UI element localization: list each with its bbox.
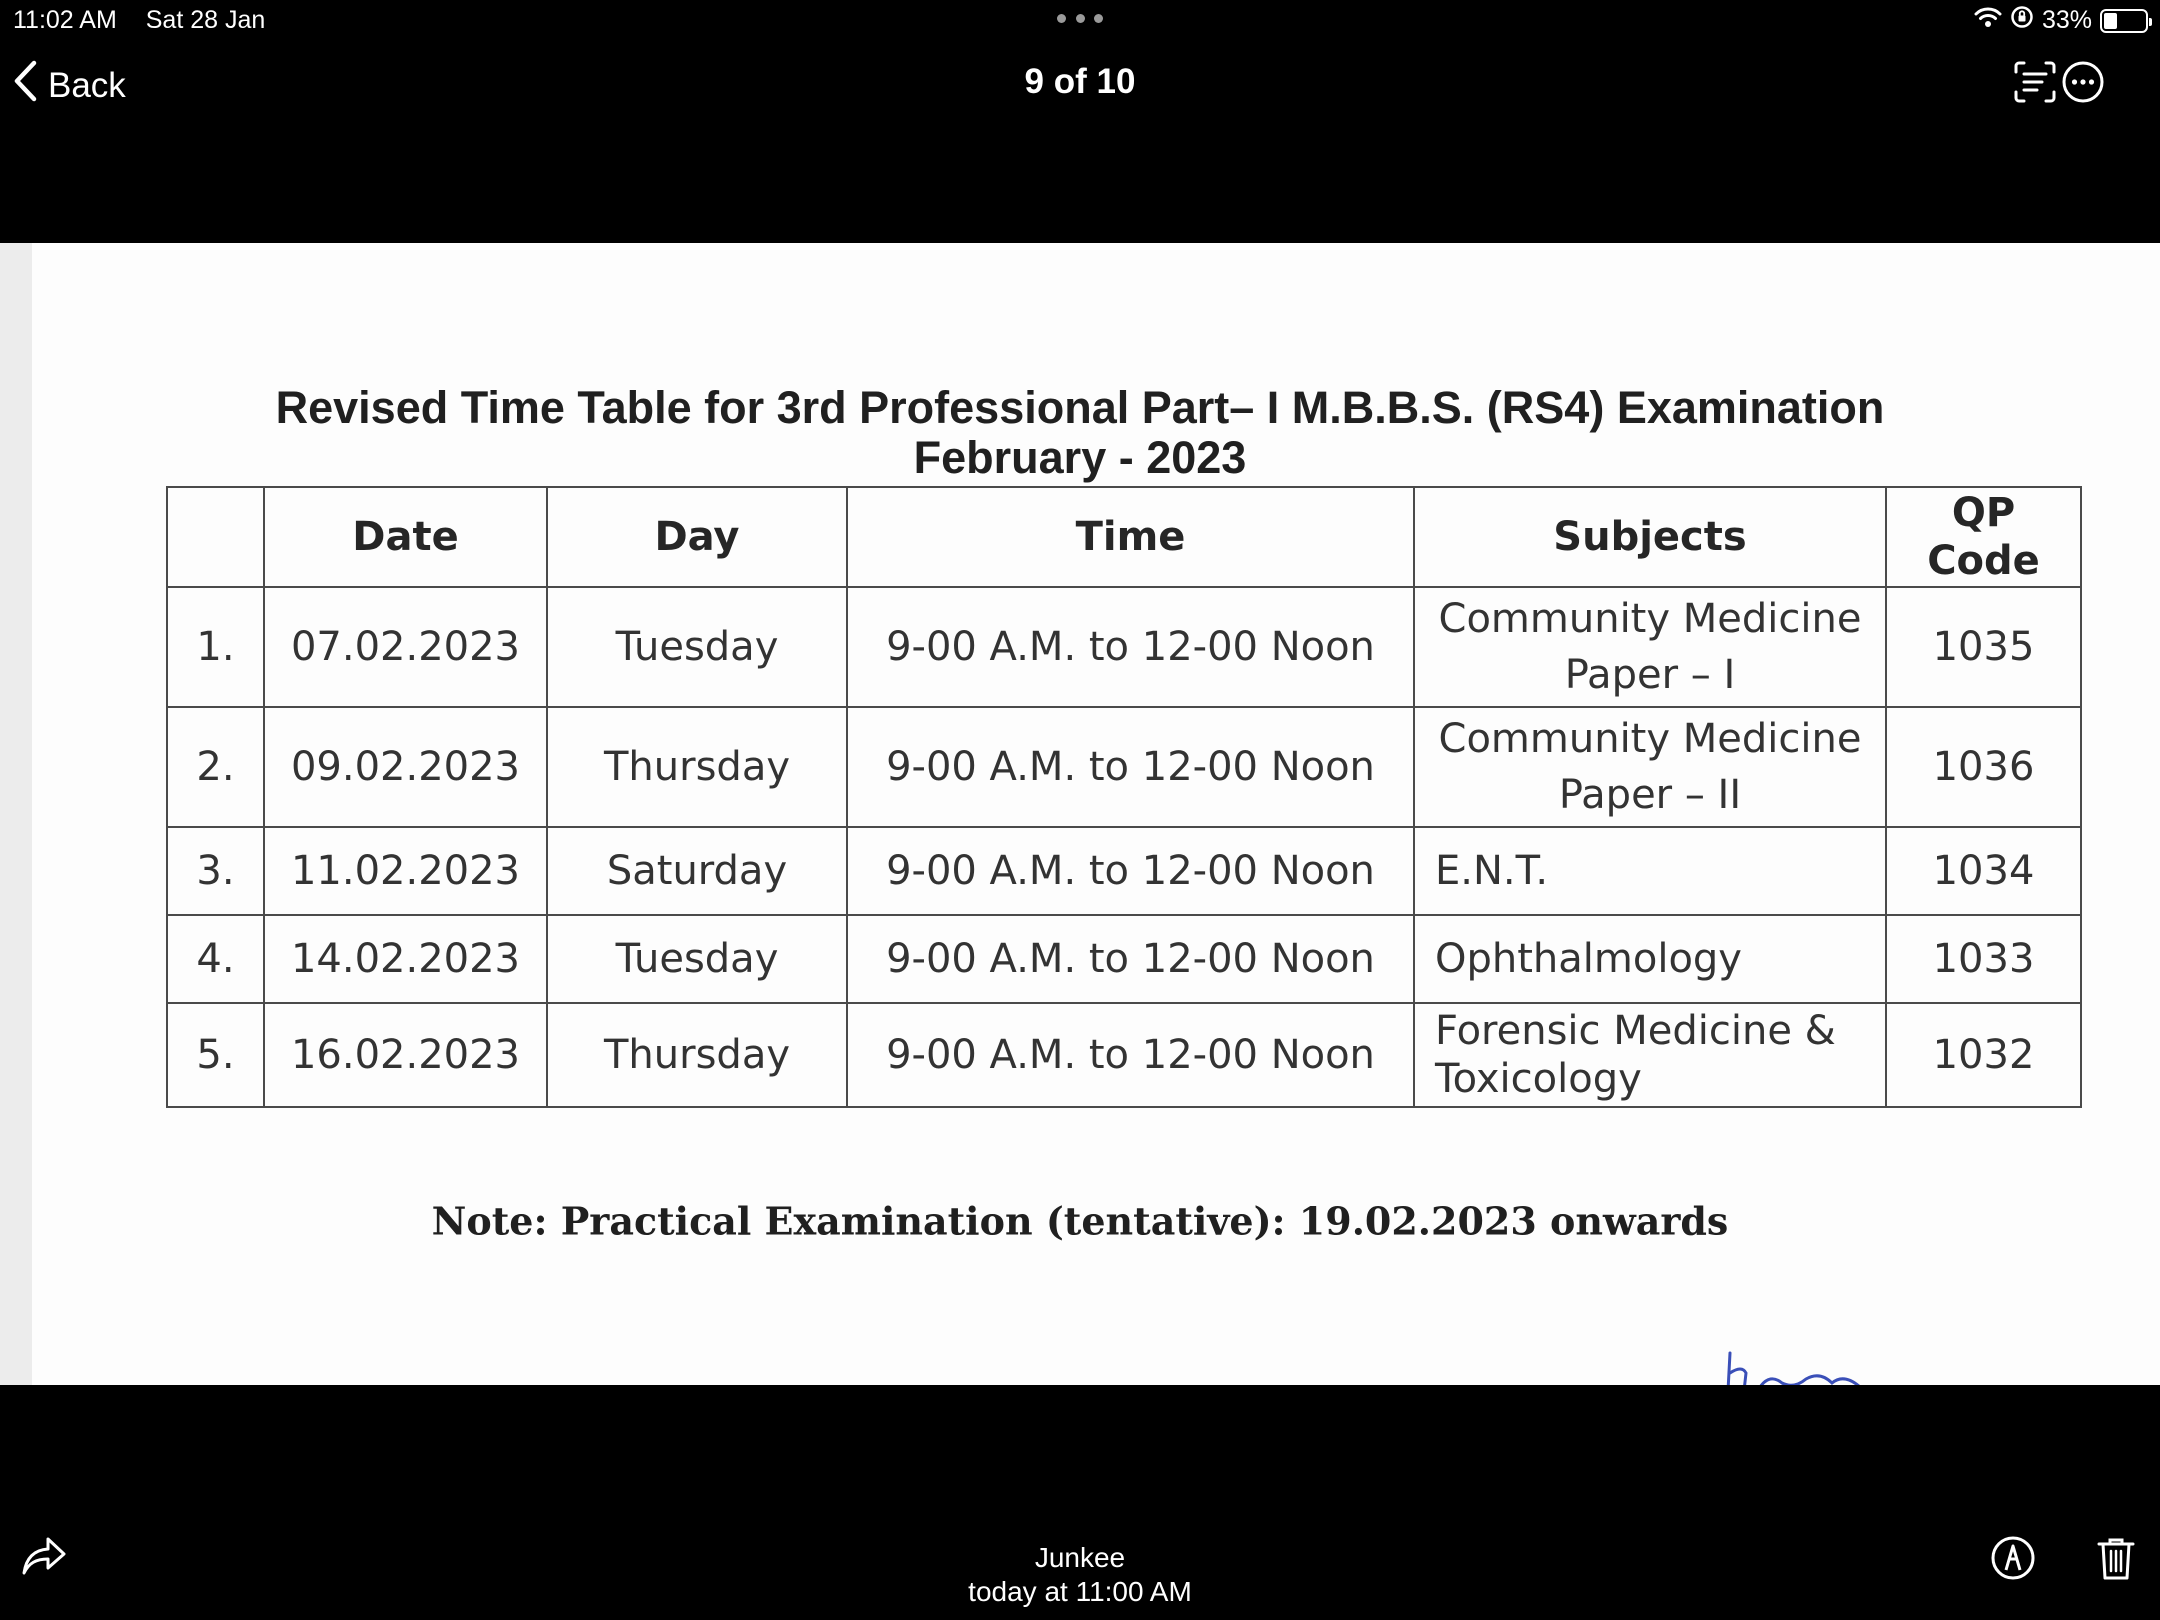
- cell-date: 07.02.2023: [264, 587, 547, 707]
- orientation-lock-icon: [2010, 5, 2034, 36]
- cell-day: Tuesday: [547, 587, 847, 707]
- battery-fill: [2104, 13, 2117, 29]
- document-image[interactable]: [0, 243, 2160, 1385]
- cell-time: 9-00 A.M. to 12-00 Noon: [847, 587, 1414, 707]
- table-header-row: [167, 487, 2081, 587]
- cell-time: 9-00 A.M. to 12-00 Noon: [847, 827, 1414, 915]
- cell-subject: E.N.T.: [1414, 827, 1886, 915]
- document-note: Note: Practical Examination (tentative): 19.02.2023 onwards: [431, 1198, 1729, 1244]
- trash-icon: [2096, 1568, 2136, 1585]
- timetable: [166, 486, 2082, 1108]
- subject-line: Community Medicine: [1438, 716, 1862, 762]
- page-counter: 9 of 10: [1024, 62, 1136, 101]
- cell-qp-code: 1035: [1886, 587, 2081, 707]
- cell-date: 16.02.2023: [264, 1003, 547, 1107]
- dot: [1076, 14, 1085, 23]
- back-label: Back: [48, 65, 126, 105]
- status-bar: [0, 0, 2160, 40]
- subject-line: Community Medicine: [1438, 596, 1862, 642]
- cell-time: 9-00 A.M. to 12-00 Noon: [847, 707, 1414, 827]
- cell-subject: Ophthalmology: [1414, 915, 1886, 1003]
- cell-day: Saturday: [547, 827, 847, 915]
- status-date: Sat 28 Jan: [145, 6, 266, 34]
- wifi-icon: [1974, 5, 2002, 36]
- table-row: [167, 707, 2081, 827]
- nav-actions: [2013, 60, 2105, 109]
- document-heading: [0, 383, 2160, 483]
- cell-time: 9-00 A.M. to 12-00 Noon: [847, 915, 1414, 1003]
- header-day: Day: [547, 487, 847, 587]
- ellipsis-circle-icon[interactable]: [2061, 60, 2105, 109]
- cell-qp-code: 1032: [1886, 1003, 2081, 1107]
- bottom-toolbar: [0, 1385, 2160, 1620]
- subject-line-2: Paper – I: [1564, 652, 1736, 698]
- table-row: [167, 1003, 2081, 1107]
- multitasking-dots[interactable]: [1057, 14, 1103, 24]
- header-date: Date: [264, 487, 547, 587]
- cell-serial: 4.: [167, 915, 264, 1003]
- signature-scribble: [1720, 1343, 1940, 1385]
- subject-line-2: Paper – II: [1558, 772, 1742, 818]
- nav-bar: [0, 40, 2160, 130]
- subject-line-2: Toxicology: [1435, 1056, 1642, 1102]
- table-row: [167, 827, 2081, 915]
- cell-qp-code: 1033: [1886, 915, 2081, 1003]
- cell-date: 09.02.2023: [264, 707, 547, 827]
- status-time: 11:02 AM: [13, 6, 117, 34]
- cell-serial: 2.: [167, 707, 264, 827]
- sender-name: Junkee: [1034, 1542, 1126, 1573]
- markup-button[interactable]: [1990, 1535, 2036, 1586]
- document-subtitle: February - 2023: [913, 432, 1247, 483]
- subject-line: Forensic Medicine &: [1435, 1008, 1836, 1054]
- received-time: today at 11:00 AM: [968, 1576, 1192, 1607]
- cell-day: Thursday: [547, 1003, 847, 1107]
- status-left: [13, 6, 265, 35]
- file-info: [0, 1541, 2160, 1609]
- document-title: Revised Time Table for 3rd Professional Part– I M.B.B.S. (RS4) Examination: [275, 382, 1885, 433]
- header-qp-code: QP Code: [1886, 487, 2081, 587]
- markup-icon: [1990, 1568, 2036, 1585]
- dot: [1057, 14, 1066, 23]
- battery-icon: [2100, 9, 2148, 33]
- cell-time: 9-00 A.M. to 12-00 Noon: [847, 1003, 1414, 1107]
- cell-date: 14.02.2023: [264, 915, 547, 1003]
- cell-day: Tuesday: [547, 915, 847, 1003]
- cell-subject: [1414, 707, 1886, 827]
- cell-qp-code: 1034: [1886, 827, 2081, 915]
- cell-qp-code: 1036: [1886, 707, 2081, 827]
- delete-button[interactable]: [2096, 1535, 2136, 1586]
- live-text-icon[interactable]: [2013, 61, 2057, 108]
- header-serial: [167, 487, 264, 587]
- header-subjects: Subjects: [1414, 487, 1886, 587]
- status-right: [1974, 5, 2148, 36]
- cell-serial: 1.: [167, 587, 264, 707]
- cell-serial: 5.: [167, 1003, 264, 1107]
- cell-day: Thursday: [547, 707, 847, 827]
- battery-percent: 33%: [2041, 6, 2092, 34]
- cell-subject: [1414, 1003, 1886, 1107]
- cell-subject: [1414, 587, 1886, 707]
- cell-serial: 3.: [167, 827, 264, 915]
- header-time: Time: [847, 487, 1414, 587]
- table-row: [167, 915, 2081, 1003]
- dot: [1094, 14, 1103, 23]
- table-row: [167, 587, 2081, 707]
- cell-date: 11.02.2023: [264, 827, 547, 915]
